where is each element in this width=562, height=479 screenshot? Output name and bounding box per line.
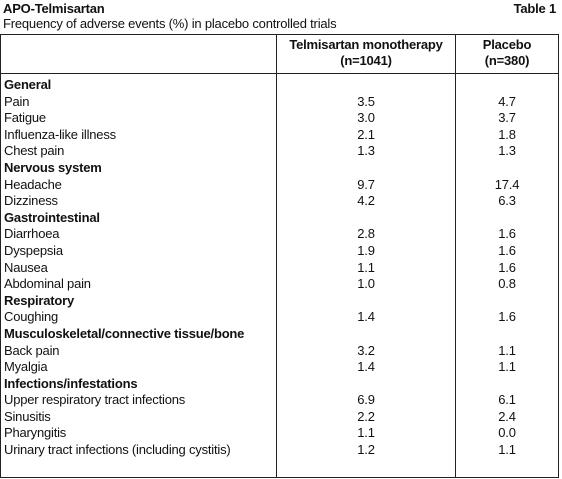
table-row — [1, 409, 558, 426]
placebo-value: 0.8 — [498, 276, 516, 292]
column-header-placebo-name: Placebo — [482, 37, 532, 52]
telmisartan-value: 3.5 — [357, 93, 375, 109]
table-number: Table 1 — [513, 1, 556, 16]
table-header-row — [1, 35, 558, 74]
column-header-telmisartan-n: (n=1041) — [340, 53, 392, 68]
category-row — [1, 210, 558, 227]
telmisartan-value: 1.4 — [357, 309, 375, 325]
table-row — [1, 143, 558, 160]
placebo-value: 3.7 — [498, 110, 516, 126]
category-label: Respiratory — [4, 292, 75, 308]
telmisartan-value: 1.3 — [357, 143, 375, 159]
placebo-value: 1.6 — [498, 259, 516, 275]
adverse-event-label: Abdominal pain — [4, 276, 91, 292]
adverse-events-table — [0, 34, 559, 478]
adverse-event-label: Coughing — [4, 309, 59, 325]
column-header-placebo-n: (n=380) — [484, 53, 530, 68]
table-row — [1, 343, 558, 360]
telmisartan-value: 1.2 — [357, 442, 375, 458]
column-header-placebo — [456, 37, 558, 69]
telmisartan-value: 1.4 — [357, 359, 375, 375]
table-row — [1, 276, 558, 293]
title-row — [3, 0, 558, 17]
table-row — [1, 359, 558, 376]
adverse-event-label: Dyspepsia — [4, 242, 63, 258]
table-caption: Frequency of adverse events (%) in placebo controlled trials — [3, 16, 337, 31]
placebo-value: 1.8 — [498, 126, 516, 142]
placebo-value: 1.1 — [498, 359, 516, 375]
table-row — [1, 309, 558, 326]
adverse-event-label: Sinusitis — [4, 408, 51, 424]
telmisartan-value: 1.0 — [357, 276, 375, 292]
placebo-value: 1.6 — [498, 226, 516, 242]
adverse-event-label: Upper respiratory tract infections — [4, 392, 186, 408]
table-row — [1, 110, 558, 127]
table-body — [1, 77, 558, 475]
telmisartan-value: 2.2 — [357, 408, 375, 424]
adverse-event-label: Pain — [4, 93, 30, 109]
telmisartan-value: 9.7 — [357, 176, 375, 192]
adverse-event-label: Dizziness — [4, 193, 58, 209]
category-label: Nervous system — [4, 159, 102, 175]
table-row — [1, 392, 558, 409]
placebo-value: 0.0 — [498, 425, 516, 441]
category-label: Gastrointestinal — [4, 209, 100, 225]
adverse-event-label: Headache — [4, 176, 62, 192]
placebo-value: 6.1 — [498, 392, 516, 408]
telmisartan-value: 2.8 — [357, 226, 375, 242]
placebo-value: 1.6 — [498, 309, 516, 325]
telmisartan-value: 1.9 — [357, 242, 375, 258]
table-row — [1, 243, 558, 260]
adverse-event-label: Urinary tract infections (including cystitis) — [4, 442, 231, 458]
category-row — [1, 376, 558, 393]
telmisartan-value: 1.1 — [357, 259, 375, 275]
table-row — [1, 425, 558, 442]
category-row — [1, 160, 558, 177]
placebo-value: 1.6 — [498, 242, 516, 258]
telmisartan-value: 6.9 — [357, 392, 375, 408]
telmisartan-value: 4.2 — [357, 193, 375, 209]
table-row — [1, 260, 558, 277]
category-row — [1, 293, 558, 310]
table-row — [1, 193, 558, 210]
adverse-event-label: Back pain — [4, 342, 60, 358]
table-row — [1, 94, 558, 111]
telmisartan-value: 1.1 — [357, 425, 375, 441]
adverse-event-label: Diarrhoea — [4, 226, 60, 242]
placebo-value: 6.3 — [498, 193, 516, 209]
adverse-event-label: Myalgia — [4, 359, 48, 375]
table-row — [1, 177, 558, 194]
adverse-event-label: Chest pain — [4, 143, 65, 159]
telmisartan-value: 3.2 — [357, 342, 375, 358]
placebo-value: 4.7 — [498, 93, 516, 109]
column-header-telmisartan-name: Telmisartan monotherapy — [289, 37, 443, 52]
category-label: General — [4, 77, 52, 92]
document-title: APO-Telmisartan — [3, 1, 105, 16]
placebo-value: 1.3 — [498, 143, 516, 159]
adverse-event-label: Fatigue — [4, 110, 46, 126]
adverse-event-label: Pharyngitis — [4, 425, 67, 441]
placebo-value: 1.1 — [498, 342, 516, 358]
category-row — [1, 77, 558, 94]
column-header-telmisartan — [277, 37, 455, 69]
category-label: Musculoskeletal/connective tissue/bone — [4, 325, 245, 341]
adverse-event-label: Nausea — [4, 259, 48, 275]
placebo-value: 1.1 — [498, 442, 516, 458]
category-label: Infections/infestations — [4, 375, 138, 391]
table-row — [1, 442, 558, 475]
telmisartan-value: 2.1 — [357, 126, 375, 142]
placebo-value: 17.4 — [494, 176, 520, 192]
table-row — [1, 226, 558, 243]
telmisartan-value: 3.0 — [357, 110, 375, 126]
category-row — [1, 326, 558, 343]
table-row — [1, 127, 558, 144]
placebo-value: 2.4 — [498, 408, 516, 424]
adverse-event-label: Influenza-like illness — [4, 126, 116, 142]
